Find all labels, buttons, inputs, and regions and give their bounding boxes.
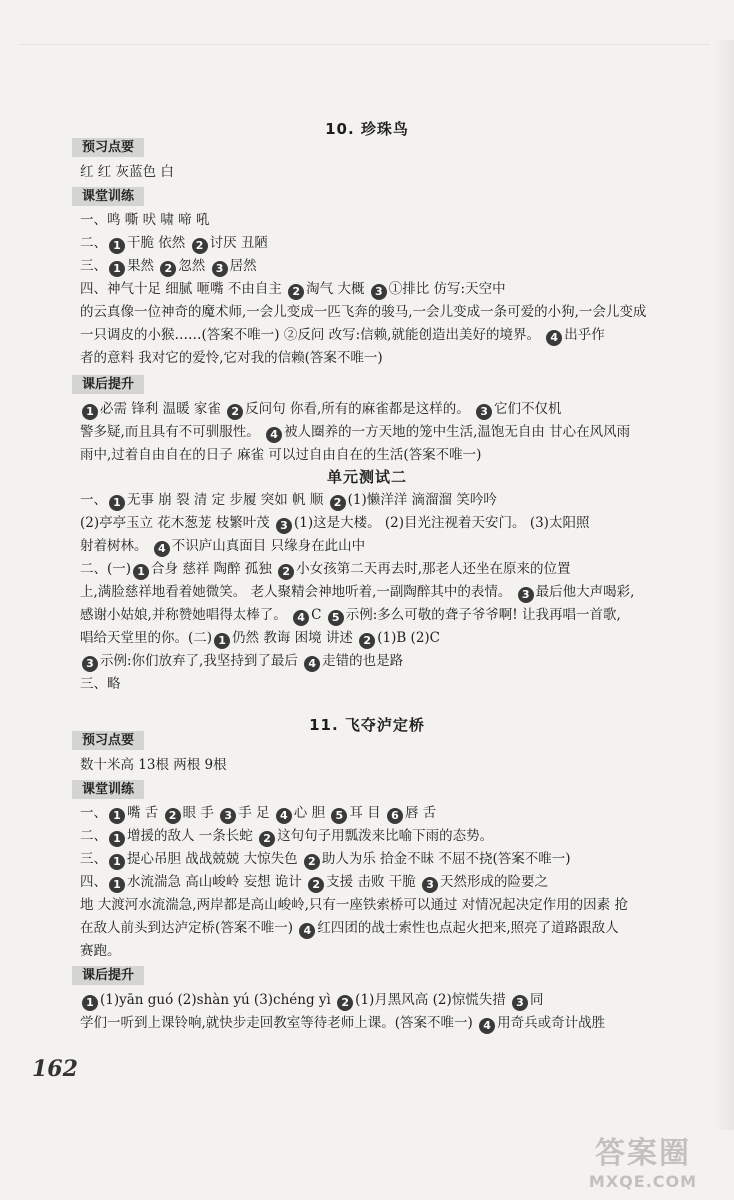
circled-number-icon: 2 [165,808,181,824]
answer-text: 耳 目 [349,805,385,821]
answer-text: 增援的敌人 一条长蛇 [127,828,258,844]
answer-text: 红 红 灰蓝色 白 [80,164,174,180]
circled-number-icon: 2 [160,261,176,277]
answer-text: 学们一听到上课铃响,就快步走回教室等待老师上课。(答案不唯一) [80,1015,478,1031]
answer-text: 四、神气十足 细腻 咂嘴 不由自主 [80,281,287,297]
circled-number-icon: 1 [109,238,125,254]
circled-number-icon: 3 [476,404,492,420]
answer-text: (1)懒洋洋 滴溜溜 笑吟吟 [347,492,497,508]
answer-text: 三、 [80,258,107,274]
answer-text: 反问句 你看,所有的麻雀都是这样的。 [245,401,475,417]
circled-number-icon: 2 [192,238,208,254]
answer-text: 不识庐山真面目 只缘身在此山中 [171,538,366,554]
answer-text: 在敌人前头到达泸定桥(答案不唯一) [80,920,298,936]
answer-line [80,803,654,824]
page-number: 162 [32,1056,78,1082]
answer-text: ①排比 仿写:天空中 [388,281,506,297]
answer-line [80,918,654,939]
top-rule [20,44,710,45]
circled-number-icon: 2 [337,995,353,1011]
answer-text: 同 [530,992,544,1008]
circled-number-icon: 6 [387,808,403,824]
answer-text: 用奇兵或奇计战胜 [497,1015,606,1031]
circled-number-icon: 3 [220,808,236,824]
circled-number-icon: 2 [278,564,294,580]
answer-line [80,651,654,672]
circled-number-icon: 3 [518,587,534,603]
answer-text: 示例:你们放弃了,我坚持到了最后 [100,653,303,669]
answer-line [80,895,654,915]
section-label-box: 课堂训练 [72,780,144,799]
answer-line [80,628,654,649]
section-label-box: 课堂训练 [72,187,144,206]
answer-text: 小女孩第二天再去时,那老人还坐在原来的位置 [296,561,571,577]
circled-number-icon: 2 [359,633,375,649]
answer-line [80,490,654,511]
answer-line [80,325,654,346]
circled-number-icon: 3 [371,284,387,300]
circled-number-icon: 2 [330,495,346,511]
answer-text: 淘气 大概 [306,281,369,297]
watermark-url: MXQE.COM [588,1172,698,1191]
circled-number-icon: 2 [288,284,304,300]
answer-text: 提心吊胆 战战兢兢 大惊失色 [127,851,302,867]
section-label-box: 预习点要 [72,138,144,157]
page-edge-shadow [714,40,734,1130]
answer-text: 讨厌 丑陋 [209,235,268,251]
answer-text: 嘴 舌 [127,805,163,821]
answer-text: 赛跑。 [80,943,121,959]
section-label-box: 课后提升 [72,966,144,985]
answer-line [80,582,654,603]
watermark-logo [570,1128,716,1190]
answer-text: 忽然 [178,258,210,274]
circled-number-icon: 1 [109,261,125,277]
answer-text: 三、 [80,851,107,867]
answer-text: 唇 舌 [404,805,437,821]
answer-line [80,279,654,300]
answer-line [80,605,654,626]
answer-text: 心 胆 [293,805,330,821]
circled-number-icon: 4 [304,656,320,672]
answer-text: (1)月黑风高 (2)惊慌失措 [355,992,510,1008]
circled-number-icon: 2 [259,831,275,847]
answer-line [80,674,654,694]
answer-text: 走错的也是路 [322,653,404,669]
answer-text: 的云真像一位神奇的魔术师,一会儿变成一匹飞奔的骏马,一会儿变成一条可爱的小狗,一会儿变成 [80,304,647,320]
answer-text: 者的意料 我对它的爱怜,它对我的信赖(答案不唯一) [80,350,383,366]
answer-text: 二、 [80,235,107,251]
answer-text: 这句句子用瓢泼来比喻下雨的态势。 [277,828,494,844]
answer-text: 上,满脸慈祥地看着她微笑。 老人聚精会神地听着,一副陶醉其中的表情。 [80,584,516,600]
answer-text: 合身 慈祥 陶醉 孤独 [151,561,277,577]
answer-text: 天然形成的险要之 [440,874,549,890]
circled-number-icon: 2 [304,854,320,870]
section-label-box: 课后提升 [72,375,144,394]
circled-number-icon: 1 [109,495,125,511]
circled-number-icon: 4 [266,427,282,443]
answer-text: (1)这是大楼。 (2)目光注视着天安门。 (3)太阳照 [294,515,590,531]
circled-number-icon: 2 [308,877,324,893]
answer-line [80,422,654,443]
circled-number-icon: 4 [479,1018,495,1034]
circled-number-icon: 1 [109,877,125,893]
answer-text: 三、略 [80,676,121,692]
answer-line [80,849,654,870]
circled-number-icon: 3 [82,656,98,672]
answer-text: 被人圈养的一方天地的笼中生活,温饱无自由 甘心在风风雨 [284,424,631,440]
answer-line [80,755,654,775]
circled-number-icon: 1 [109,831,125,847]
answer-text: 干脆 依然 [127,235,190,251]
answer-line [80,348,654,368]
answer-text: (1)yān guó (2)shàn yú (3)chéng yì [100,992,336,1008]
answer-line [80,399,654,420]
answer-text: 水流湍急 高山峻岭 妄想 诡计 [127,874,307,890]
circled-number-icon: 3 [276,518,292,534]
answer-text: 警多疑,而且具有不可驯服性。 [80,424,265,440]
answer-line [80,210,654,230]
circled-number-icon: 1 [82,995,98,1011]
answer-line [80,941,654,961]
answer-line [80,233,654,254]
answer-line [80,872,654,893]
answer-text: (1)B (2)C [377,630,441,646]
answer-text: 一只调皮的小猴……(答案不唯一) ②反问 改写:信赖,就能创造出美好的境界。 [80,327,545,343]
answer-text: 感谢小姑娘,并称赞她唱得太棒了。 [80,607,292,623]
circled-number-icon: 1 [109,854,125,870]
circled-number-icon: 2 [227,404,243,420]
answer-text: 支援 击败 干脆 [326,874,421,890]
answer-text: C [311,607,326,623]
answer-text: 示例:多么可敬的聋子爷爷啊! 让我再唱一首歌, [345,607,621,623]
answer-text: 二、(一) [80,561,132,577]
answer-text: 无事 崩 裂 清 定 步履 突如 帆 顺 [127,492,328,508]
answer-line [80,513,654,534]
answer-line [80,826,654,847]
answer-line [80,256,654,277]
section-title: 10. 珍珠鸟 [325,120,409,138]
circled-number-icon: 3 [512,995,528,1011]
answer-line [80,559,654,580]
circled-number-icon: 5 [331,808,347,824]
circled-number-icon: 3 [422,877,438,893]
answer-text: 助人为乐 拾金不昧 不屈不挠(答案不唯一) [321,851,571,867]
answer-text: 二、 [80,828,107,844]
answer-line [80,162,654,182]
answer-text: 出乎作 [564,327,605,343]
answer-line [80,445,654,465]
watermark-title: 答案圈 [595,1136,691,1171]
section-label-box: 预习点要 [72,731,144,750]
circled-number-icon: 1 [133,564,149,580]
answer-text: 仍然 教诲 困境 讲述 [232,630,358,646]
answer-text: 唱给天堂里的你。(二) [80,630,213,646]
answer-text: 四、 [80,874,107,890]
answer-text: 一、 [80,492,107,508]
circled-number-icon: 3 [212,261,228,277]
answer-text: 必需 锋利 温暖 家雀 [100,401,226,417]
answer-text: 眼 手 [182,805,219,821]
section-title: 11. 飞夺泸定桥 [309,716,425,734]
answer-line [80,536,654,557]
answer-text: 最后他大声喝彩, [535,584,635,600]
answer-text: (2)亭亭玉立 花木葱茏 枝繁叶茂 [80,515,274,531]
answer-text: 雨中,过着自由自在的日子 麻雀 可以过自由自在的生活(答案不唯一) [80,447,482,463]
section-title: 单元测试二 [326,468,407,486]
answer-text: 一、鸣 嘶 吠 啸 啼 吼 [80,212,210,228]
answer-line [80,1013,654,1034]
circled-number-icon: 4 [293,610,309,626]
answer-text: 果然 [127,258,159,274]
answer-text: 一、 [80,805,107,821]
answer-text: 它们不仅机 [494,401,562,417]
answer-text: 数十米高 13根 两根 9根 [80,757,227,773]
answer-text: 红四团的战士索性也点起火把来,照亮了道路跟敌人 [317,920,619,936]
answer-text: 手 足 [238,805,274,821]
circled-number-icon: 4 [299,923,315,939]
circled-number-icon: 4 [276,808,292,824]
answer-text: 地 大渡河水流湍急,两岸都是高山峻岭,只有一座铁索桥可以通过 对情况起决定作用的因素 抢 [80,897,628,913]
answer-text: 射着树林。 [80,538,152,554]
circled-number-icon: 4 [546,330,562,346]
circled-number-icon: 5 [328,610,344,626]
circled-number-icon: 1 [214,633,230,649]
circled-number-icon: 1 [82,404,98,420]
circled-number-icon: 1 [109,808,125,824]
answer-text: 居然 [229,258,257,274]
answer-line [80,990,654,1011]
answer-line [80,302,654,322]
circled-number-icon: 4 [154,541,170,557]
